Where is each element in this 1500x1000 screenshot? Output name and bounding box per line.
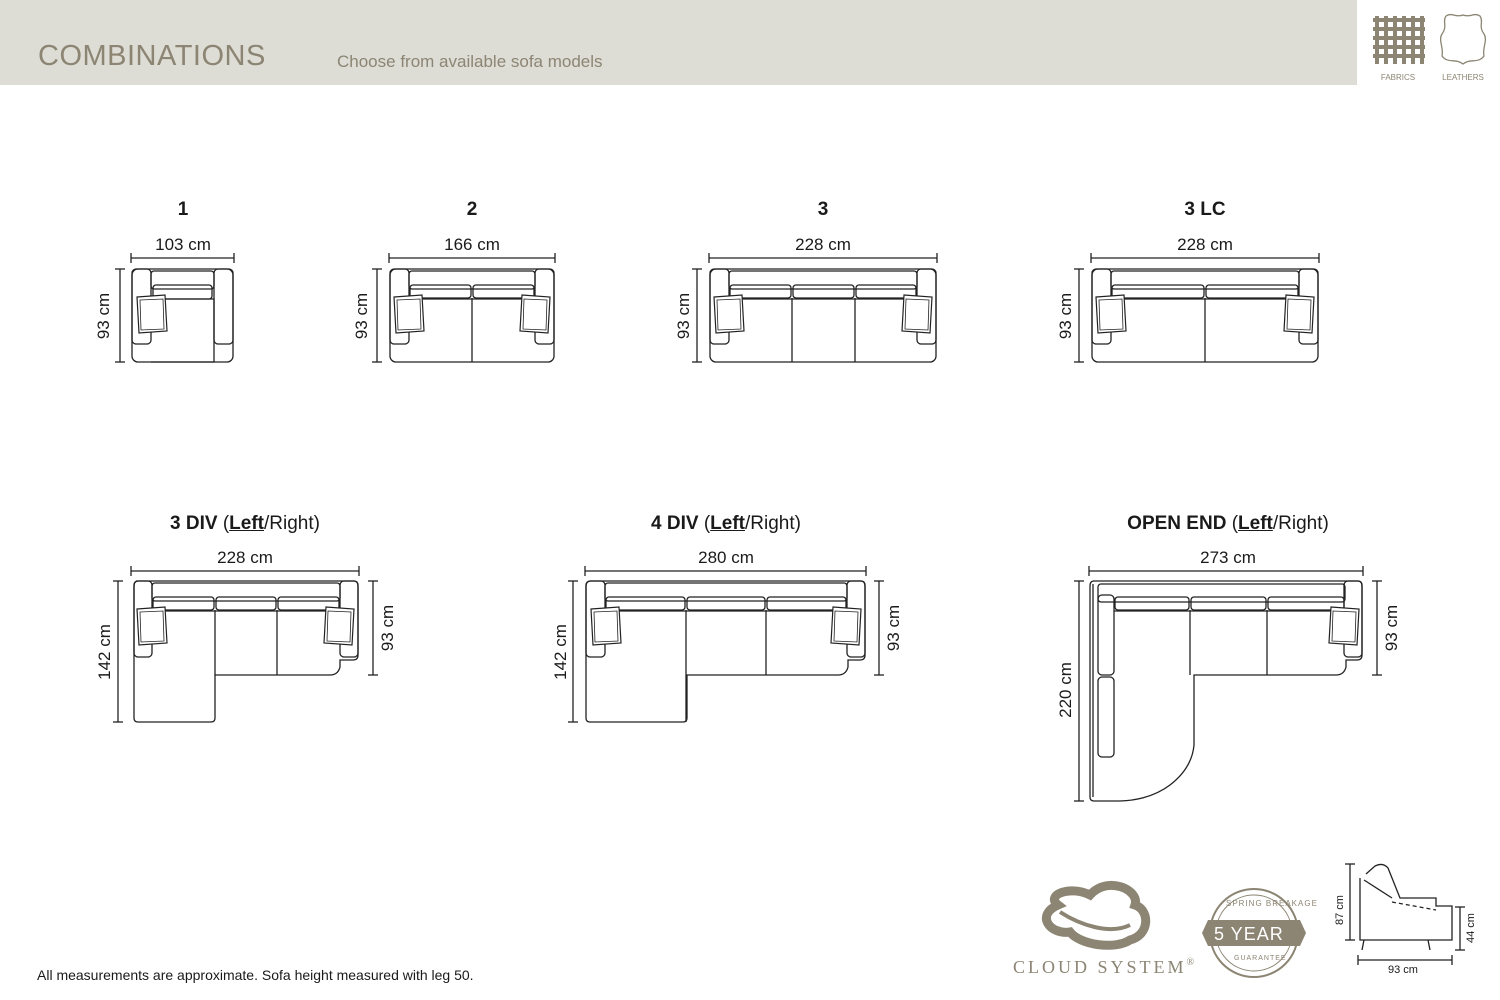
pillow-icon [394, 295, 424, 333]
width-label-open-end: 273 cm [1200, 548, 1256, 567]
width-label-3div: 228 cm [217, 548, 273, 567]
pillow-icon [902, 295, 932, 333]
option-left[interactable]: Left [229, 513, 264, 534]
sofa-plan-3div [134, 581, 358, 722]
model-title-3div: 3 DIV (Left/Right) [170, 513, 320, 534]
fabrics-label: FABRICS [1380, 73, 1416, 82]
pillow-icon [520, 295, 550, 333]
page-title: COMBINATIONS [38, 40, 266, 72]
guarantee-bottom-text: GUARANTEE [1234, 955, 1287, 962]
pillow-icon [591, 607, 621, 645]
depth-label-3div: 142 cm [95, 624, 114, 680]
pillow-icon [714, 295, 744, 333]
side-depth-label: 93 cm [1388, 964, 1418, 976]
depth-label-3lc: 93 cm [1056, 292, 1075, 340]
depth-label-3: 93 cm [674, 292, 693, 340]
depth2-label-open-end: 93 cm [1382, 604, 1401, 652]
side-seat-label: 44 cm [1465, 913, 1477, 943]
option-right[interactable]: Right [269, 513, 314, 534]
option-left[interactable]: Left [710, 513, 745, 534]
width-label-3lc: 228 cm [1177, 235, 1233, 254]
sofa-plan-3lc [1092, 269, 1318, 362]
model-title-3lc: 3 LC [1184, 199, 1226, 220]
model-title-2: 2 [466, 199, 478, 220]
width-label-1: 103 cm [155, 235, 211, 254]
pillow-icon [137, 607, 167, 645]
option-right[interactable]: Right [1278, 513, 1323, 534]
model-title-open-end: OPEN END (Left/Right) [1127, 513, 1329, 534]
width-label-3: 228 cm [795, 235, 851, 254]
leathers-label: LEATHERS [1442, 73, 1484, 82]
page-subtitle: Choose from available sofa models [337, 52, 603, 71]
side-height-label: 87 cm [1334, 895, 1346, 925]
depth-label-1: 93 cm [94, 292, 113, 340]
model-title-1: 1 [177, 199, 189, 220]
pillow-icon [1096, 295, 1126, 333]
depth-label-open-end: 220 cm [1056, 662, 1075, 718]
width-label-2: 166 cm [444, 235, 500, 254]
depth-label-4div: 142 cm [551, 624, 570, 680]
sofa-side-view-icon [1345, 864, 1465, 965]
option-left[interactable]: Left [1238, 513, 1273, 534]
width-label-4div: 280 cm [698, 548, 754, 567]
sofa-plan-3 [710, 269, 936, 362]
pillow-icon [324, 607, 354, 645]
cloud-system-logo-icon [1046, 885, 1145, 945]
model-title-3: 3 [817, 199, 829, 220]
footnote: All measurements are approximate. Sofa height measured with leg 50. [37, 967, 474, 983]
sofa-plan-4div [586, 581, 865, 722]
cloud-system-brand: CLOUD SYSTEM® [1013, 957, 1198, 977]
pillow-icon [1284, 295, 1314, 333]
guarantee-main-text: 5 YEAR [1214, 924, 1284, 944]
model-title-4div: 4 DIV (Left/Right) [651, 513, 801, 534]
guarantee-top-text: SPRING BREAKAGE [1226, 899, 1318, 908]
option-right[interactable]: Right [750, 513, 795, 534]
pillow-icon [831, 607, 861, 645]
sofa-plan-open-end [1090, 581, 1362, 801]
depth-label-2: 93 cm [352, 292, 371, 340]
depth2-label-4div: 93 cm [884, 604, 903, 652]
depth2-label-3div: 93 cm [378, 604, 397, 652]
pillow-icon [137, 295, 167, 333]
pillow-icon [1329, 607, 1359, 645]
